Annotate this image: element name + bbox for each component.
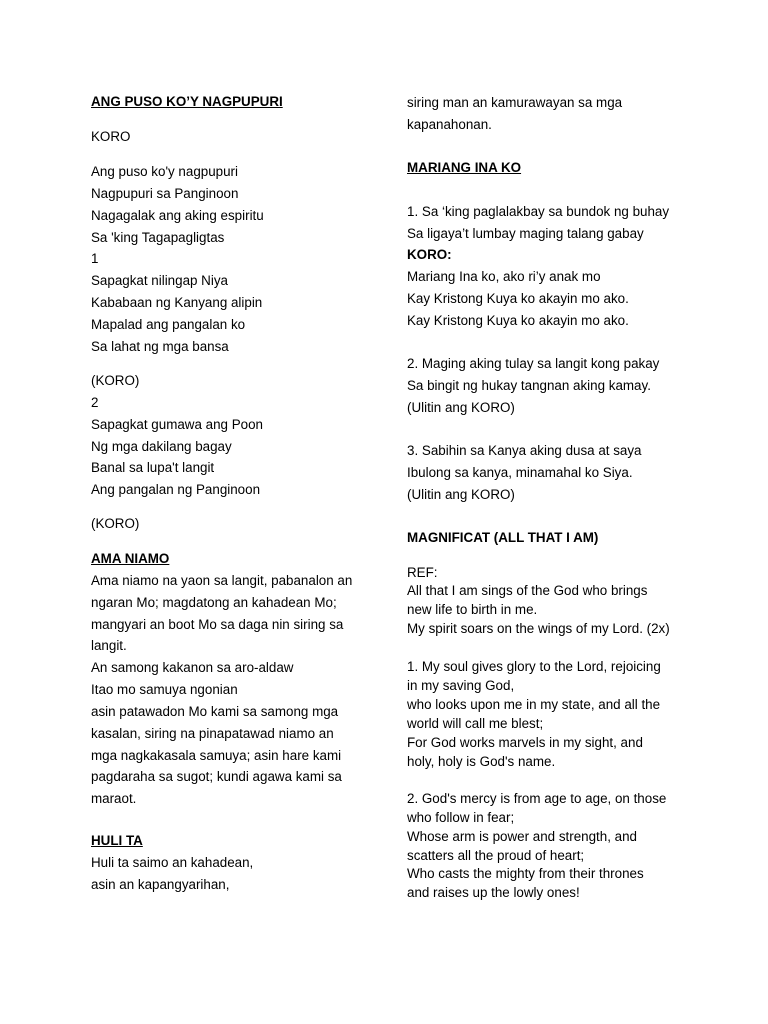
lyric-line: in my saving God, <box>407 678 515 693</box>
prayer-line: asin patawadon Mo kami sa samong mga <box>91 704 339 719</box>
koro-reference: (KORO) <box>91 373 140 388</box>
prayer-line: Itao mo samuya ngonian <box>91 682 238 697</box>
prayer-line: mangyari an boot Mo sa daga nin siring sa <box>91 617 344 632</box>
lyric-line: All that I am sings of the God who brings <box>407 583 648 598</box>
koro-reference: (Ulitin ang KORO) <box>407 400 515 415</box>
koro-label: KORO <box>91 129 131 144</box>
prayer-line: ngaran Mo; magdatong an kahadean Mo; <box>91 595 337 610</box>
verse-number: 1 <box>91 251 99 266</box>
lyric-line: Mariang Ina ko, ako ri’y anak mo <box>407 269 601 284</box>
lyric-line: Kababaan ng Kanyang alipin <box>91 295 263 310</box>
lyric-line: 2. God's mercy is from age to age, on those <box>407 791 667 806</box>
lyric-line: Who casts the mighty from their thrones <box>407 866 644 881</box>
lyric-line: Banal sa lupa't langit <box>91 460 215 475</box>
prayer-line: langit. <box>91 638 127 653</box>
lyric-line: 3. Sabihin sa Kanya aking dusa at saya <box>407 443 642 458</box>
lyric-line: Sa lahat ng mga bansa <box>91 339 229 354</box>
lyric-line: For God works marvels in my sight, and <box>407 735 643 750</box>
prayer-line: maraot. <box>91 791 137 806</box>
song-title-huli-ta: HULI TA <box>91 833 143 848</box>
prayer-line: An samong kakanon sa aro-aldaw <box>91 660 294 675</box>
prayer-line: kapanahonan. <box>407 117 492 132</box>
song-title-ama-niamo: AMA NIAMO <box>91 551 170 566</box>
song-title-ang-puso: ANG PUSO KO’Y NAGPUPURI <box>91 94 283 109</box>
lyric-line: Sapagkat nilingap Niya <box>91 273 228 288</box>
verse-number: 2 <box>91 395 99 410</box>
lyric-line: scatters all the proud of heart; <box>407 848 585 863</box>
lyric-line: world will call me blest; <box>407 716 544 731</box>
prayer-line: Huli ta saimo an kahadean, <box>91 855 254 870</box>
lyric-line: Whose arm is power and strength, and <box>407 829 637 844</box>
lyric-line: 1. My soul gives glory to the Lord, rejoicing <box>407 659 661 674</box>
lyric-line: Sa 'king Tagapagligtas <box>91 230 225 245</box>
lyric-line: Nagpupuri sa Panginoon <box>91 186 239 201</box>
prayer-line: mga nagkakasala samuya; asin hare kami <box>91 748 342 763</box>
koro-label: KORO: <box>407 247 452 262</box>
lyric-line: new life to birth in me. <box>407 602 538 617</box>
lyric-line: 1. Sa ‘king paglalakbay sa bundok ng buhay <box>407 204 670 219</box>
ref-label: REF: <box>407 565 438 580</box>
lyric-line: Mapalad ang pangalan ko <box>91 317 246 332</box>
song-title-magnificat: MAGNIFICAT (ALL THAT I AM) <box>407 530 599 545</box>
lyric-line: Kay Kristong Kuya ko akayin mo ako. <box>407 291 629 306</box>
lyric-line: who follow in fear; <box>407 810 515 825</box>
lyric-line: Nagagalak ang aking espiritu <box>91 208 264 223</box>
lyric-line: Ibulong sa kanya, minamahal ko Siya. <box>407 465 633 480</box>
lyric-line: Ng mga dakilang bagay <box>91 439 232 454</box>
lyric-line: My spirit soars on the wings of my Lord. (2x) <box>407 621 670 636</box>
koro-reference: (KORO) <box>91 516 140 531</box>
lyric-line: Kay Kristong Kuya ko akayin mo ako. <box>407 313 629 328</box>
lyric-line: Sapagkat gumawa ang Poon <box>91 417 263 432</box>
koro-reference: (Ulitin ang KORO) <box>407 487 515 502</box>
lyric-line: and raises up the lowly ones! <box>407 885 580 900</box>
lyric-line: Ang pangalan ng Panginoon <box>91 482 261 497</box>
lyric-line: Sa bingit ng hukay tangnan aking kamay. <box>407 378 651 393</box>
lyric-line: holy, holy is God's name. <box>407 754 556 769</box>
prayer-line: asin an kapangyarihan, <box>91 877 230 892</box>
lyric-line: who looks upon me in my state, and all the <box>407 697 661 712</box>
prayer-line: pagdaraha sa sugot; kundi agawa kami sa <box>91 769 342 784</box>
lyric-line: 2. Maging aking tulay sa langit kong pakay <box>407 356 660 371</box>
lyric-line: Ang puso ko'y nagpupuri <box>91 164 238 179</box>
lyric-line: Sa ligaya’t lumbay maging talang gabay <box>407 226 644 241</box>
song-title-mariang-ina-ko: MARIANG INA KO <box>407 160 522 175</box>
prayer-line: siring man an kamurawayan sa mga <box>407 95 623 110</box>
prayer-line: Ama niamo na yaon sa langit, pabanalon an <box>91 573 353 588</box>
prayer-line: kasalan, siring na pinapatawad niamo an <box>91 726 334 741</box>
